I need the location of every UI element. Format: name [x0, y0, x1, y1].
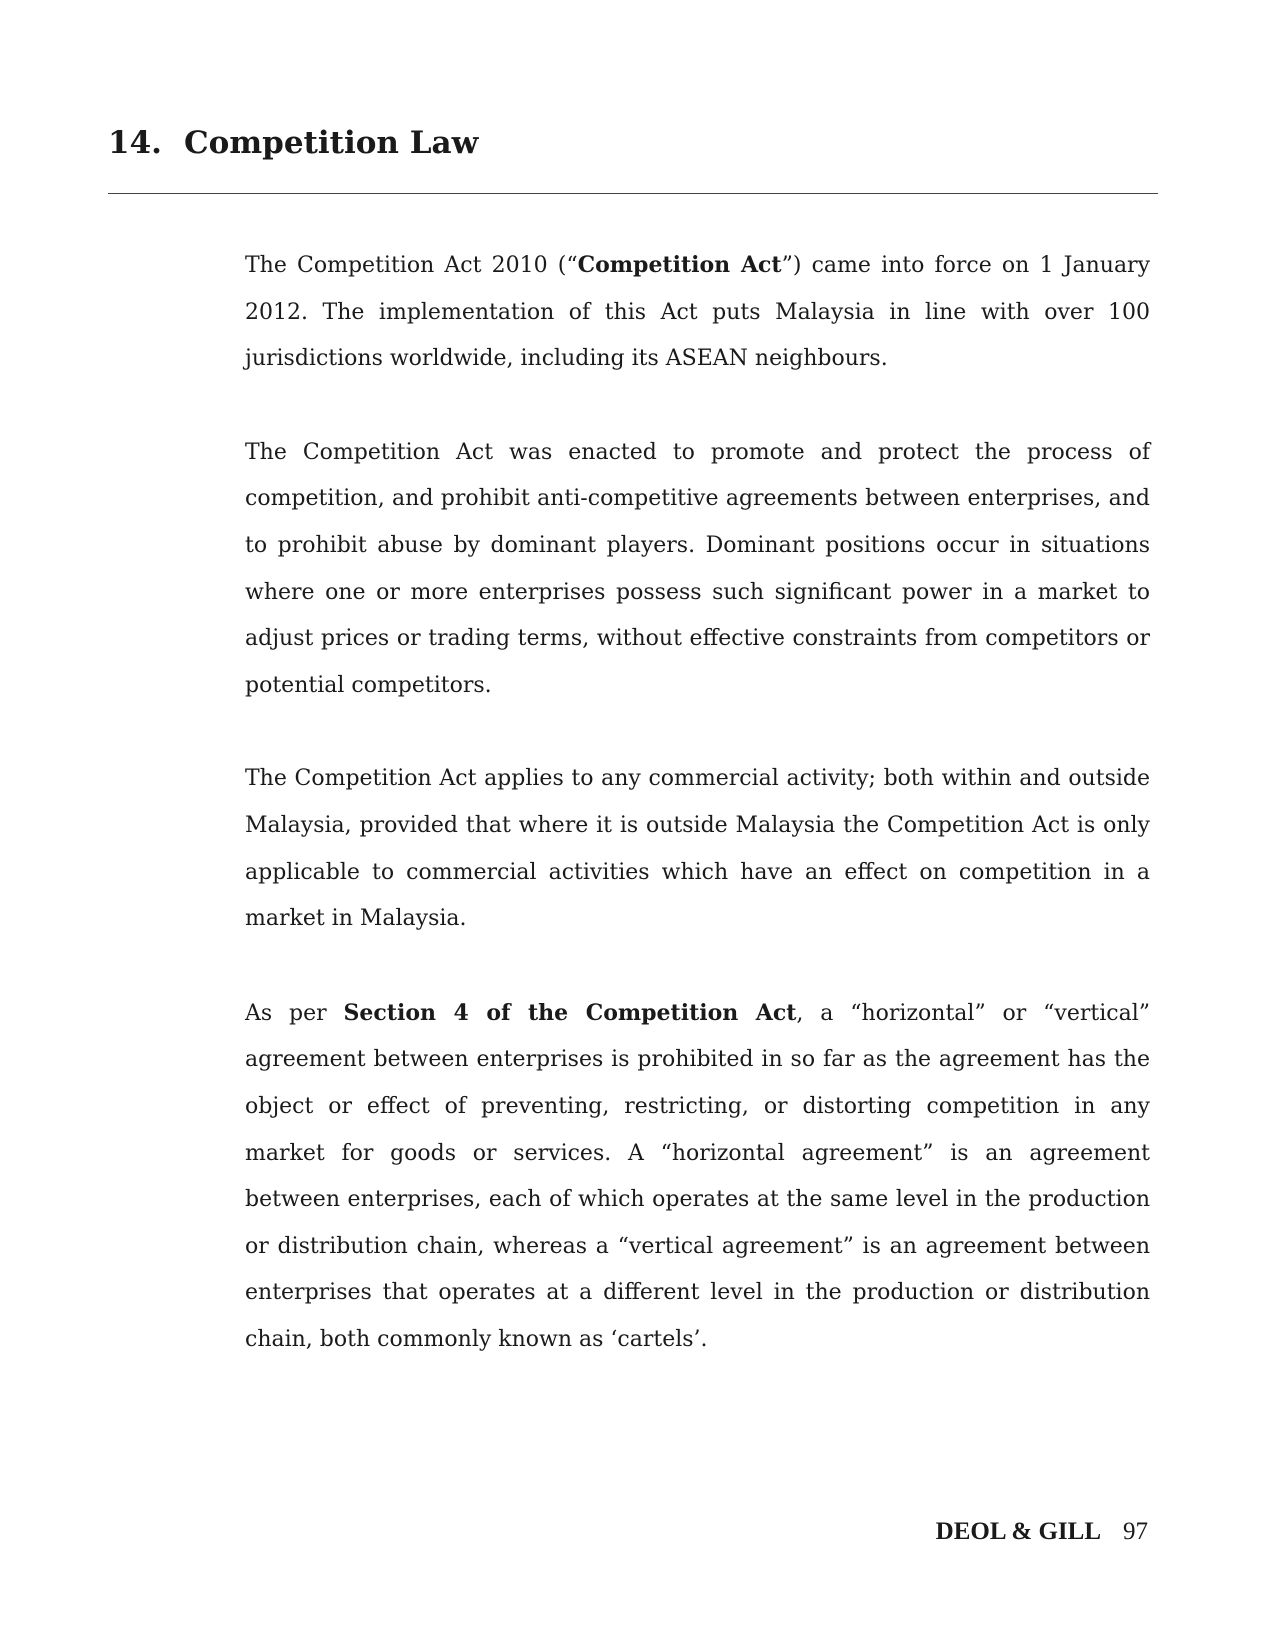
defined-term-competition-act: Competition Act: [577, 252, 782, 278]
paragraph-1-text-c: ”) came into force on 1 January 2012. The implementation of this Act puts Malaysia in line with over 100 jurisdictions worldwide, including its ASEAN neighbours.: [245, 253, 1151, 372]
paragraph-1: [245, 242, 1150, 383]
paragraph-1-text-a: The Competition Act 2010 (“: [245, 253, 578, 278]
section-number: 14.: [108, 125, 162, 161]
section-title: Competition Law: [184, 125, 479, 161]
heading-divider: [108, 193, 1158, 194]
paragraph-4-text-c: , a “horizontal” or “vertical” agreement between enterprises is prohibited in so far as the agreement has the object or effect of preventing, restricting, or distorting competition in any market for goods or services. A “horizontal agreement” is an agreement between enterprises, each of which operates at the same level in the production or distribution chain, whereas a “vertical agreement” is an agreement between enterprises that operates at a different level in the production or distribution chain, both commonly known as ‘cartels’.: [245, 1000, 1150, 1352]
section-reference: Section 4 of the Competition Act: [343, 999, 797, 1026]
page-number: 97: [1123, 1518, 1148, 1545]
body-text: [245, 242, 1150, 1410]
paragraph-3: The Competition Act applies to any commercial activity; both within and outside Malaysia, provided that where it is outside Malaysia the Competition Act is only applicable to commercial activities which have an effect on competition in a market in Malaysia.: [245, 766, 1150, 932]
paragraph-4: [245, 990, 1150, 1364]
section-heading: [108, 125, 479, 161]
paragraph-4-text-a: As per: [245, 1000, 344, 1026]
paragraph-2: The Competition Act was enacted to promote and protect the process of competition, and prohibit anti-competitive agreements between enterprises, and to prohibit abuse by dominant players. Dominant positions occur in situations where one or more enterprises possess such significant power in a market to adjust prices or trading terms, without effective constraints from competitors or potential competitors.: [245, 439, 1150, 698]
page-footer: [936, 1518, 1148, 1546]
firm-name: DEOL & GILL: [935, 1518, 1101, 1545]
